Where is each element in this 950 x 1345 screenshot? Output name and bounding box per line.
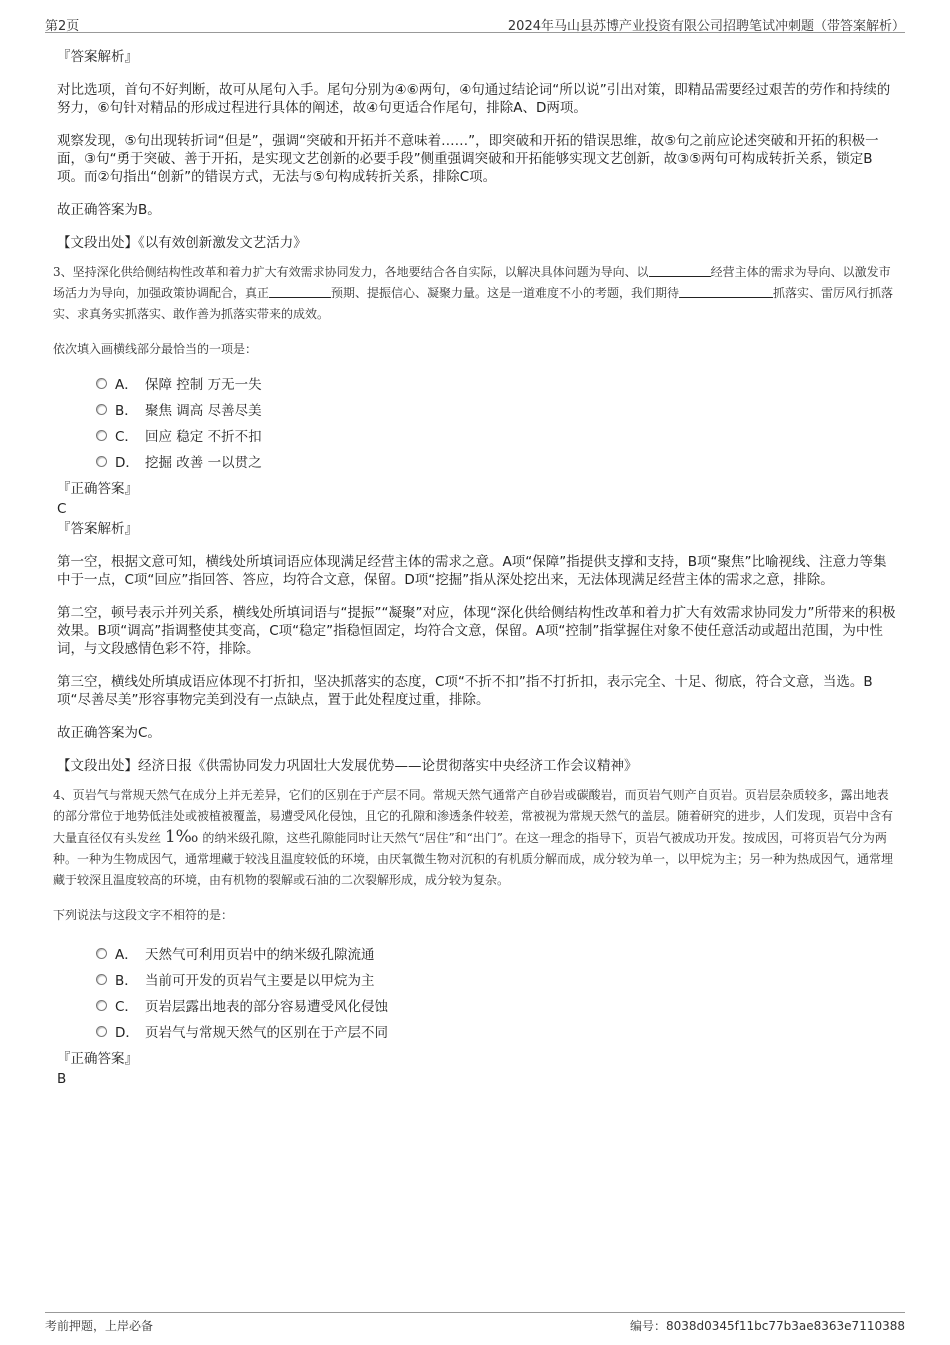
analysis-paragraph: 第三空，横线处所填成语应体现不打折扣，坚决抓落实的态度，C项“不折不扣”指不打折扣，表示完全、十足、彻底，符合文意，当选。B项“尽善尽美”形容事物完美到没有一点缺点，置于此处程度过重，排除。 [57,674,873,708]
page-footer [45,1312,905,1335]
answer-value: C [57,501,67,517]
radio-icon[interactable] [96,1026,107,1037]
answer-value: B [57,1071,67,1087]
radio-icon[interactable] [96,974,107,985]
radio-icon[interactable] [96,378,107,389]
analysis-paragraph: 观察发现，⑤句出现转折词“但是”，强调“突破和开拓并不意味着……”，即突破和开拓的错误思维，故⑤句之前应论述突破和开拓的积极一面，③句“勇于突破、善于开拓，是实现文艺创新的必要手段”侧重强调突破和开拓能够实现文艺创新，故③⑤两句可构成转折关系，锁定B项。而②句指出“创新”的错误方式，无法与⑤句构成转折关系，排除C项。 [57,133,879,185]
radio-icon[interactable] [96,430,107,441]
option-a[interactable]: A． 保障 控制 万无一失 [57,370,897,396]
document-title: 2024年马山县苏博产业投资有限公司招聘笔试冲刺题（带答案解析） [507,19,905,34]
option-d[interactable]: D． 页岩气与常规天然气的区别在于产层不同 [57,1018,897,1044]
radio-icon[interactable] [96,1000,107,1011]
option-b[interactable]: B． 聚焦 调高 尽善尽美 [57,396,897,422]
analysis-label: 『答案解析』 [57,521,138,537]
option-d[interactable]: D． 挖掘 改善 一以贯之 [57,448,897,474]
source-citation: 【文段出处】《以有效创新激发文艺活力》 [57,235,307,251]
answer-label: 『正确答案』 [57,1051,138,1067]
question-prompt: 下列说法与这段文字不相符的是： [53,908,234,922]
option-a[interactable]: A． 天然气可利用页岩中的纳米级孔隙流通 [57,940,897,966]
blank-line [269,285,331,298]
page-number: 第2页 [45,19,80,34]
radio-icon[interactable] [96,948,107,959]
question-prompt: 依次填入画横线部分最恰当的一项是： [53,342,258,356]
question-stem: 4、页岩气与常规天然气在成分上并无差异，它们的区别在于产层不同。常规天然气通常产自砂岩或碳酸岩，而页岩气则产自页岩。页岩层杂质较多，露出地表的部分常位于地势低洼处或被植被覆盖，易遭受风化侵蚀，且它的孔隙和渗透条件较差，常被视为常规天然气的盖层。随着研究的进步，人们发现，页岩中含有大量直径仅有头发丝 1‰ 的纳米级孔隙，这些孔隙能同时让天然气“居住”和“出门”。在这一理念的指导下，页岩气被成功开发。按成因，可将页岩气分为两种。一种为生物成因气，通常埋藏于较浅且温度较低的环境，由厌氧微生物对沉积的有机质分解而成，成分较为单一，以甲烷为主；另一种为热成因气，通常埋藏于较深且温度较高的环境，由有机物的裂解或石油的二次裂解形成，成分较为复杂。 [53,788,894,887]
page-header [45,12,905,33]
options-list [57,370,897,474]
blank-line [679,285,773,298]
analysis-paragraph: 对比选项，首句不好判断，故可从尾句入手。尾句分别为④⑥两句，④句通过结论词“所以说”引出对策，即精品需要经过艰苦的劳作和持续的努力，⑥句针对精品的形成过程进行具体的阐述，故④句更适合作尾句，排除A、D两项。 [57,82,891,116]
fraction-value: 1‰ [164,827,199,847]
document-id: 编号：8038d0345f11bc77b3ae8363e7110388 [629,1319,905,1333]
analysis-label: 『答案解析』 [57,49,138,65]
question-stem: 3、坚持深化供给侧结构性改革和着力扩大有效需求协同发力，各地要结合各自实际，以解决具体问题为导向、以 经营主体的需求为导向、以激发市场活力为导向，加强政策协调配合，真正 预期、提振信心、凝聚力量。这是一道难度不小的考题，我们期待 抓落实、雷厉风行抓落实、求真务实抓落实、敢作善为抓落实带来的成效。 [53,265,894,321]
radio-icon[interactable] [96,456,107,467]
blank-line [649,264,711,277]
option-c[interactable]: C． 页岩层露出地表的部分容易遭受风化侵蚀 [57,992,897,1018]
answer-label: 『正确答案』 [57,481,138,497]
footer-slogan: 考前押题，上岸必备 [45,1319,154,1333]
conclusion: 故正确答案为C。 [57,725,161,741]
conclusion: 故正确答案为B。 [57,202,161,218]
analysis-paragraph: 第一空，根据文意可知，横线处所填词语应体现满足经营主体的需求之意。A项“保障”指提供支撑和支持，B项“聚焦”比喻视线、注意力等集中于一点，C项“回应”指回答、答应，均符合文意，保留。D项“挖掘”指从深处挖出来，无法体现满足经营主体的需求之意，排除。 [57,554,887,588]
option-c[interactable]: C． 回应 稳定 不折不扣 [57,422,897,448]
source-citation: 【文段出处】经济日报《供需协同发力巩固壮大发展优势——论贯彻落实中央经济工作会议精神》 [57,758,638,774]
options-list [57,940,897,1044]
analysis-paragraph: 第二空，顿号表示并列关系，横线处所填词语与“提振”“凝聚”对应，体现“深化供给侧结构性改革和着力扩大有效需求协同发力”所带来的积极效果。B项“调高”指调整使其变高，C项“稳定”指稳恒固定，均符合文意，保留。A项“控制”指掌握住对象不使任意活动或超出范围，为中性词，与文段感情色彩不符，排除。 [57,605,896,657]
radio-icon[interactable] [96,404,107,415]
option-b[interactable]: B． 当前可开发的页岩气主要是以甲烷为主 [57,966,897,992]
page-content [53,44,897,1088]
